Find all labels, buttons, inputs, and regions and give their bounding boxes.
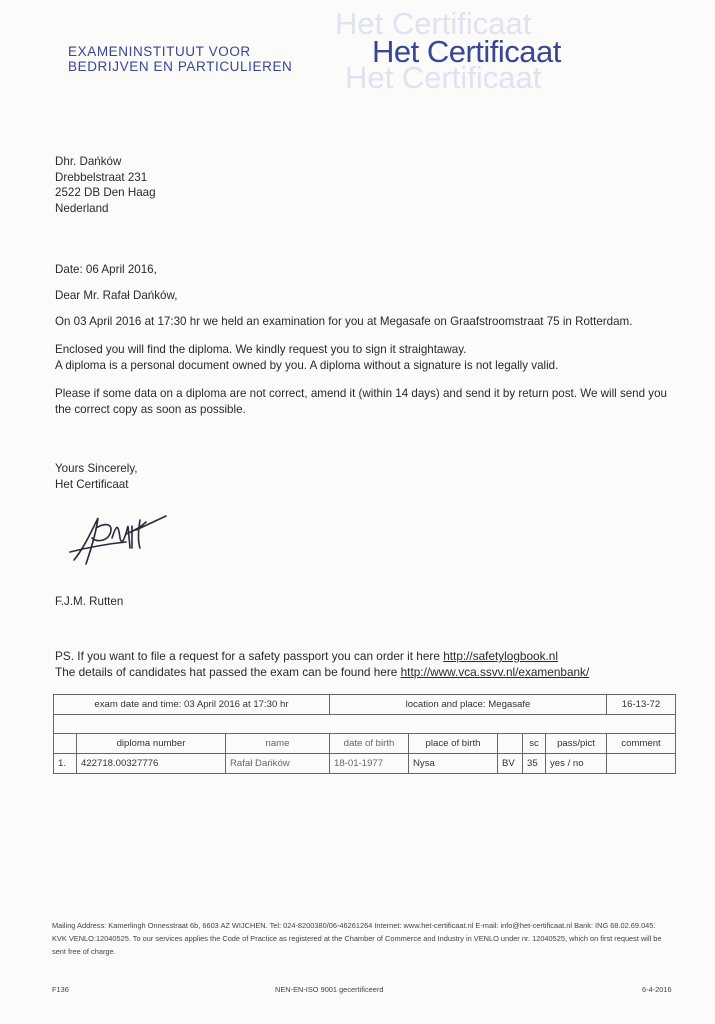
handwritten-signature [66, 508, 176, 572]
cell-diploma-number: 422718.00327776 [77, 754, 226, 774]
cell-pass-pict: yes / no [546, 754, 607, 774]
exam-location: location and place: Megasafe [330, 695, 607, 715]
postscript [55, 649, 589, 680]
cell-comment [607, 754, 676, 774]
letter-date: Date: 06 April 2016, [55, 263, 157, 276]
exam-info-row [54, 695, 676, 715]
col-date-of-birth: date of birth [330, 734, 409, 754]
paragraph-corrections: Please if some data on a diploma are not correct, amend it (within 14 days) and send it by return post. We will send you the correct copy as soon as possible. [55, 387, 667, 416]
cell-country-code: BV [498, 754, 523, 774]
col-diploma-number: diploma number [77, 734, 226, 754]
closing-line-2: Het Certificaat [55, 477, 129, 491]
paragraph-diploma-line-2: A diploma is a personal document owned by you. A diploma without a signature is not legally valid. [55, 358, 559, 372]
col-name: name [226, 734, 330, 754]
institute-line-1: EXAMENINSTITUUT VOOR [68, 44, 251, 59]
iso-certification: NEN-EN-ISO 9001 gecertificeerd [275, 985, 384, 994]
safetylogbook-link[interactable]: http://safetylogbook.nl [443, 649, 558, 663]
closing [55, 461, 138, 492]
cell-name: Rafał Dańków [226, 754, 330, 774]
logo-watermark-top: Het Certificaat [335, 6, 532, 41]
table-header-row [54, 734, 676, 754]
col-sc: sc [523, 734, 546, 754]
exam-datetime: exam date and time: 03 April 2016 at 17:30 hr [54, 695, 330, 715]
recipient-city: 2522 DB Den Haag [55, 186, 156, 199]
col-pass-pict: pass/pict [546, 734, 607, 754]
exam-table [53, 694, 676, 774]
spacer-row [54, 715, 676, 734]
institute-name [68, 44, 292, 74]
col-blank [498, 734, 523, 754]
table-row [54, 754, 676, 774]
ps-text-2: The details of candidates hat passed the exam can be found here [55, 664, 398, 679]
logo-watermark-bottom: Het Certificaat [345, 60, 542, 95]
paragraph-diploma [55, 342, 558, 373]
recipient-street: Drebbelstraat 231 [55, 170, 148, 184]
col-comment: comment [607, 734, 676, 754]
recipient-name: Dhr. Dańków [55, 155, 122, 168]
salutation: Dear Mr. Rafał Dańków, [55, 289, 178, 302]
ps-text-1: PS. If you want to file a request for a safety passport you can order it here [55, 649, 440, 663]
closing-line-1: Yours Sincerely, [55, 462, 138, 475]
signer-name: F.J.M. Rutten [55, 595, 124, 608]
institute-line-2: BEDRIJVEN EN PARTICULIEREN [68, 59, 293, 74]
paragraph-exam: On 03 April 2016 at 17:30 hr we held an examination for you at Megasafe on Graafstroomstraat 75 in Rotterdam. [55, 315, 633, 328]
col-index [54, 734, 77, 754]
examenbank-link[interactable]: http://www.vca.ssvv.nl/examenbank/ [400, 664, 590, 679]
footer-mailing-address: Mailing Address: Kamerlingh Onnesstraat 6b, 6603 AZ WIJCHEN. Tel: 024-8200380/06-46261264 Internet: www.het-certificaat.nl E-mail: info@het-certificaat.nl Bank: ING 68.02.69.045. KVK VENLO:12040525. To our services applies the Code of Practice as registered at the Chamber of Commerce and Industry in VENLO under nr. 12040525, which on first request will be sent free of charge. [52, 921, 662, 956]
col-place-of-birth: place of birth [409, 734, 498, 754]
company-logo: Het Certificaat [372, 34, 561, 69]
cell-index: 1. [54, 754, 77, 774]
recipient-address [55, 154, 156, 216]
cell-sc: 35 [523, 754, 546, 774]
paragraph-diploma-line-1: Enclosed you will find the diploma. We kindly request you to sign it straightaway. [55, 343, 467, 356]
print-date: 6-4-2016 [642, 985, 672, 994]
exam-code: 16-13-72 [607, 695, 676, 715]
form-code: F136 [52, 985, 69, 994]
cell-date-of-birth: 18-01-1977 [330, 754, 409, 774]
cell-place-of-birth: Nysa [409, 754, 498, 774]
recipient-country: Nederland [55, 201, 109, 215]
